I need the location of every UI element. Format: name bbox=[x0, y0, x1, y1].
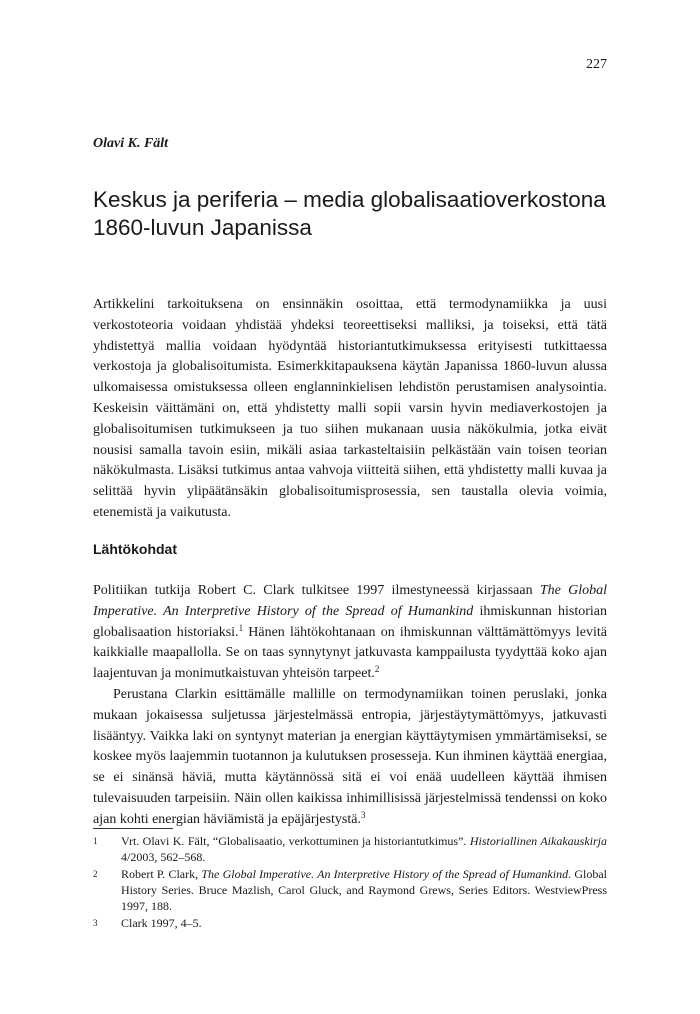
body-paragraph-1: Politiikan tutkija Robert C. Clark tulkitsee 1997 ilmestyneessä kirjassaan The Global Imperative. An Interpretive History of the Spread of Humankind ihmiskunnan historian globalisaation historiaksi.$^1$ Hänen lähtökohtanaan on ihmiskunnan välttämättömyys levitä kaikkialle maapallolla. Se on taas synnytynyt jatkuvasta kamppailusta tyydyttää koko ajan laajentuvan ja monimutkaistuvan yhteisön tarpeet.$^2$ bbox=[93, 583, 608, 682]
page-number: 227 bbox=[586, 57, 607, 72]
footnote-text: Clark 1997, 4–5. bbox=[121, 916, 202, 930]
footnote-1 bbox=[93, 833, 607, 865]
abstract-paragraph: Artikkelini tarkoituksena on ensinnäkin osoittaa, että termodynamiikka ja uusi verkostoteoria voidaan yhdistää yhdeksi teoreettiseksi malliksi, ja toiseksi, että tätä yhdistettyä mallia voidaan hyödyntää historiantutkimuksessa erityisesti tutkittaessa verkostoja ja globalisoitumista. Esimerkkitapauksena käytän Japanissa 1860-luvun alussa ulkomaisessa omistuksessa olleen englanninkielisen lehdistön perustamisen analysointia. Keskeisin väittämäni on, että yhdistetty malli sopii varsin hyvin mediaverkostojen ja globalisoitumisen tutkimukseen ja tuo siihen mukanaan uusia näkökulmia, jotka eivät nousisi samalla tavoin esiin, mikäli asiaa tarkasteltaisiin pelkästään vain toisen teorian näkökulmasta. Lisäksi tutkimus antaa vahvoja viitteitä siihen, että yhdistetty malli kuvaa ja selittää hyvin ylipäätänsäkin globalisoitumisprosessia, sen taustalla olevia voimia, etenemistä ja vaikutusta. bbox=[93, 297, 607, 520]
footnote-text: Vrt. Olavi K. Fält, “Globalisaatio, verkottuminen ja historiantutkimus”. Historiallinen Aikakauskirja 4/2003, 562–568. bbox=[121, 834, 607, 864]
footnote-ref-1: 1 bbox=[238, 622, 244, 633]
footnote-number: 1 bbox=[93, 836, 98, 846]
book-title-reference: The Global Imperative. An Interpretive History of the Spread of Humankind bbox=[93, 583, 607, 619]
footnote-divider bbox=[93, 828, 173, 829]
body-text bbox=[93, 581, 607, 831]
body-paragraph-2: Perustana Clarkin esittämälle mallille on termodynamiikan toinen peruslaki, jonka mukaan jokaisessa suljetussa järjestelmässä entropia, järjestäytymättömyys, jatkuvasti lisääntyy. Vaikka laki on syntynyt materian ja energian käyttäytymisen ymmärtämiseksi, se koskee myös laajemmin tuotannon ja kulutuksen prosesseja. Kun ihminen käyttää energiaa, se ei sinänsä häviä, mutta käytännössä sitä ei voi enää uudelleen käyttää ihmisen tulevaisuuden tarpeisiin. Näin ollen kaikissa inhimillisissä järjestelmissä tendenssi on koko ajan kohti energian häviämistä ja epäjärjestystä.$^3$ bbox=[93, 686, 607, 827]
footnote-3 bbox=[93, 915, 607, 931]
article-title bbox=[93, 186, 623, 242]
footnote-number: 2 bbox=[93, 869, 98, 879]
section-heading: Lähtökohdat bbox=[93, 541, 177, 557]
article-title-line-2: 1860-luvun Japanissa bbox=[93, 215, 312, 240]
article-title-line-1: Keskus ja periferia – media globalisaatioverkostona bbox=[93, 187, 606, 212]
footnote-2 bbox=[93, 866, 607, 914]
footnote-ref-3: 3 bbox=[360, 809, 366, 820]
footnote-text: Robert P. Clark, The Global Imperative. An Interpretive History of the Spread of Humankind. Global History Series. Bruce Mazlish, Carol Gluck, and Raymond Grews, Series Editors. WestviewPress 1997, 188. bbox=[121, 867, 607, 913]
article-author: Olavi K. Fält bbox=[93, 136, 169, 151]
footnotes bbox=[93, 833, 607, 932]
footnote-number: 3 bbox=[93, 918, 98, 928]
footnote-ref-2: 2 bbox=[374, 664, 380, 675]
